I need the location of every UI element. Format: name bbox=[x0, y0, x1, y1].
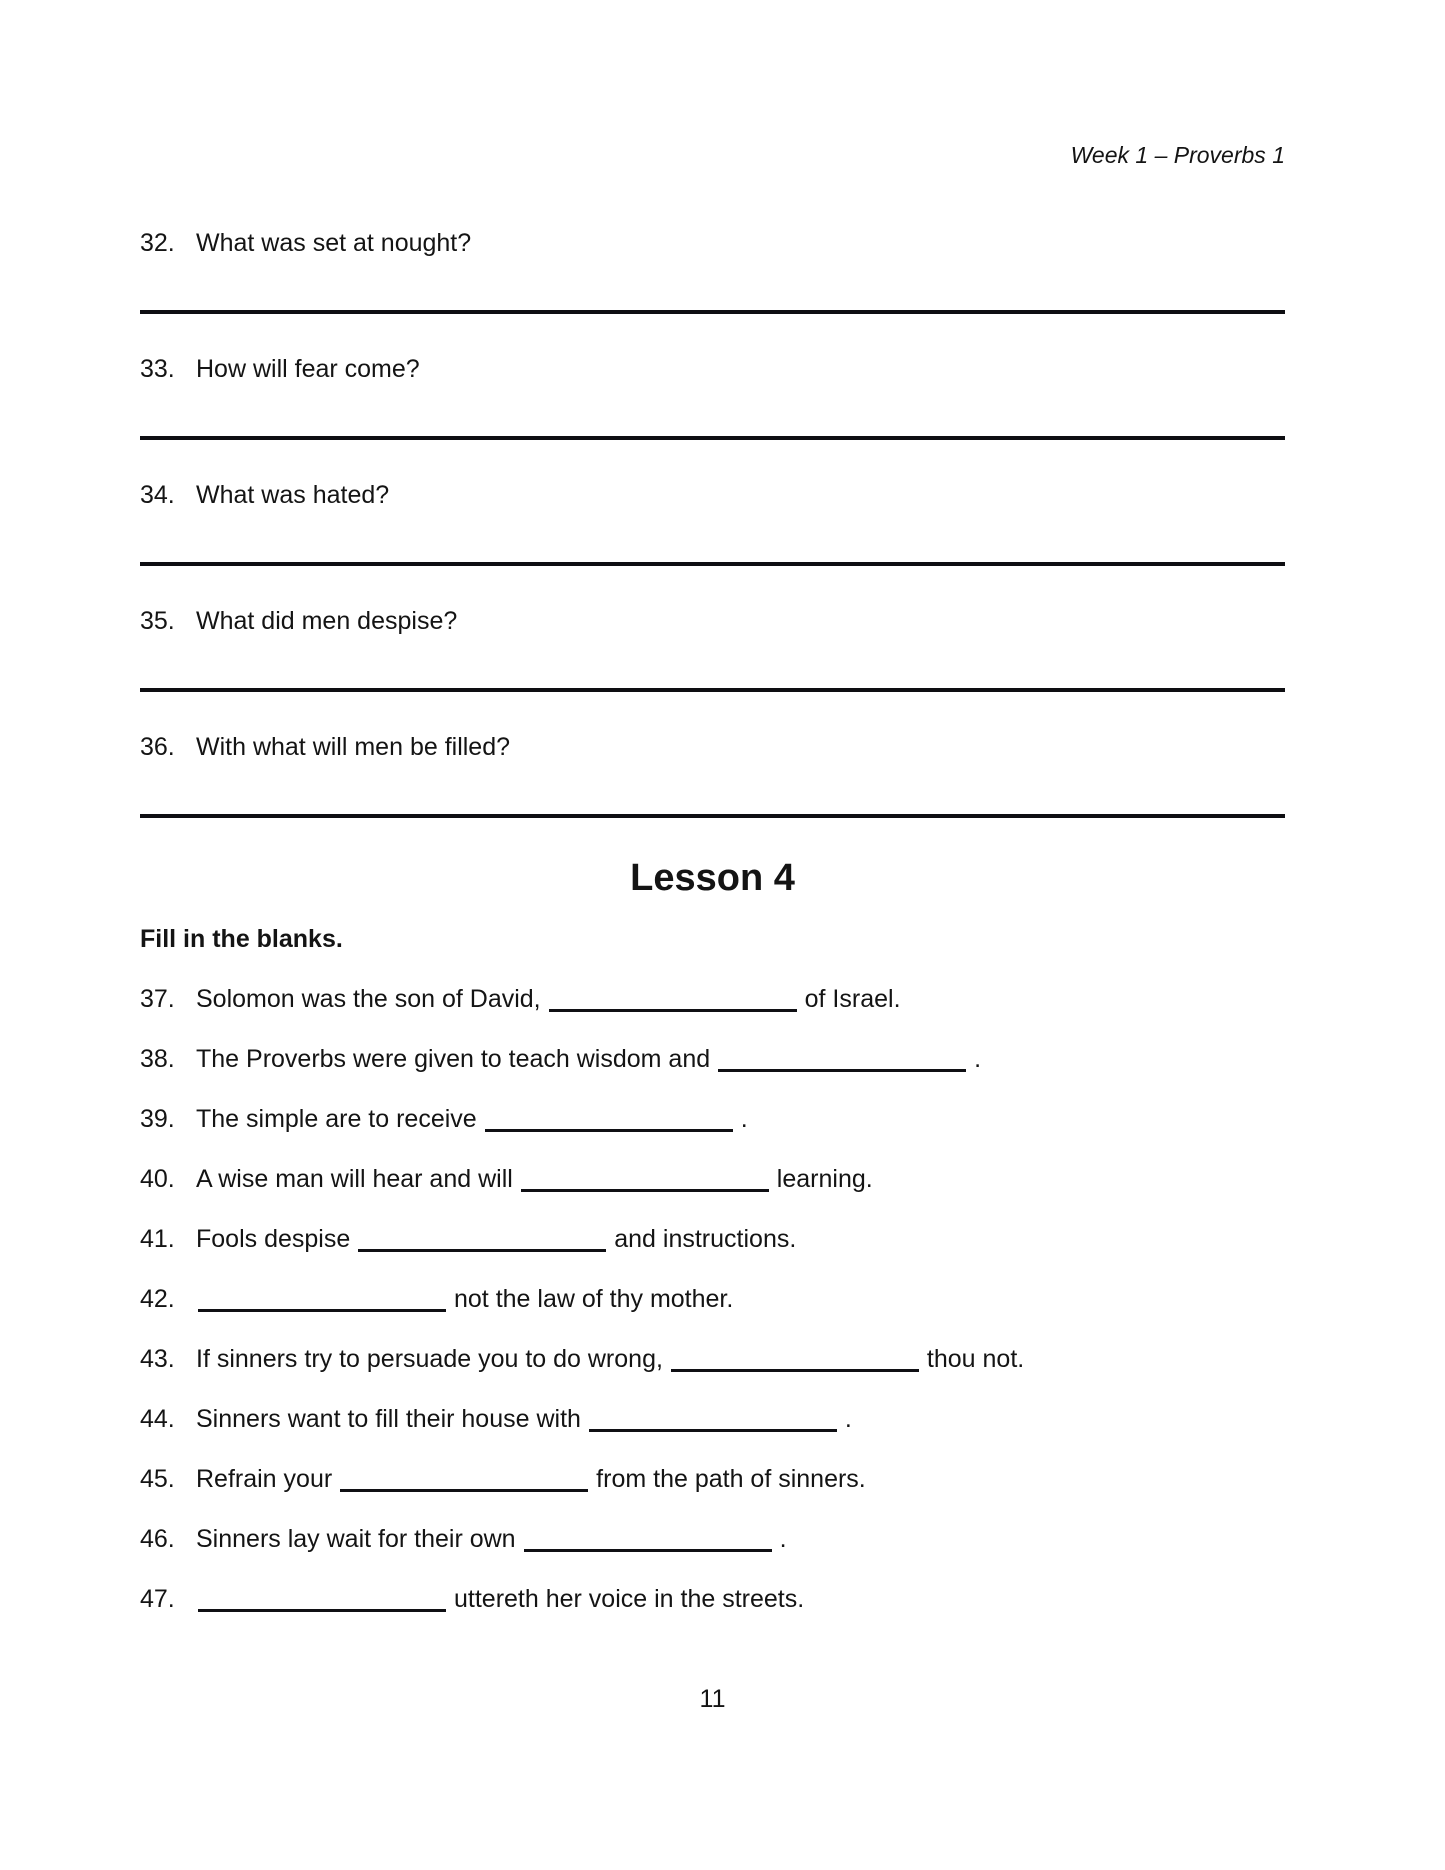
fill-blank bbox=[198, 1289, 446, 1312]
fill-text bbox=[196, 1404, 852, 1434]
question-item bbox=[140, 480, 1285, 566]
question-row bbox=[140, 480, 1285, 510]
question-number: 44. bbox=[140, 1405, 175, 1433]
fill-blank bbox=[671, 1349, 919, 1372]
fill-prefix: Fools despise bbox=[196, 1225, 351, 1253]
fill-in-instructions: Fill in the blanks. bbox=[140, 925, 343, 953]
fill-blank bbox=[485, 1109, 733, 1132]
question-text: What was set at nought? bbox=[196, 229, 472, 257]
question-text: How will fear come? bbox=[196, 355, 420, 383]
fill-item bbox=[140, 1104, 1285, 1134]
fill-prefix: Refrain your bbox=[196, 1465, 333, 1493]
fill-text bbox=[196, 1524, 787, 1554]
fill-item bbox=[140, 1284, 1285, 1314]
question-number: 45. bbox=[140, 1465, 175, 1493]
question-number: 47. bbox=[140, 1585, 175, 1613]
question-text: With what will men be filled? bbox=[196, 733, 511, 761]
fill-prefix: Sinners want to fill their house with bbox=[196, 1405, 581, 1433]
answer-line bbox=[140, 310, 1285, 314]
lesson-heading: Lesson 4 bbox=[630, 857, 795, 899]
question-number: 34. bbox=[140, 481, 175, 509]
fill-text bbox=[196, 1464, 866, 1494]
question-number: 35. bbox=[140, 607, 175, 635]
fill-prefix: Solomon was the son of David, bbox=[196, 985, 541, 1013]
fill-blank bbox=[589, 1409, 837, 1432]
question-row bbox=[140, 354, 1285, 384]
fill-item bbox=[140, 1224, 1285, 1254]
question-number: 42. bbox=[140, 1285, 175, 1313]
question-number: 37. bbox=[140, 985, 175, 1013]
fill-suffix: thou not. bbox=[926, 1345, 1025, 1373]
fill-suffix: uttereth her voice in the streets. bbox=[454, 1585, 805, 1613]
question-number: 39. bbox=[140, 1105, 175, 1133]
fill-text bbox=[196, 1284, 733, 1314]
fill-suffix: . bbox=[740, 1105, 748, 1133]
fill-text bbox=[196, 1344, 1024, 1374]
fill-blank bbox=[524, 1529, 772, 1552]
fill-blank bbox=[549, 989, 797, 1012]
question-item bbox=[140, 354, 1285, 440]
answer-line bbox=[140, 688, 1285, 692]
fill-suffix: and instructions. bbox=[614, 1225, 797, 1253]
fill-item bbox=[140, 1524, 1285, 1554]
fill-blank bbox=[198, 1589, 446, 1612]
question-number: 41. bbox=[140, 1225, 175, 1253]
fill-item bbox=[140, 1584, 1285, 1614]
fill-prefix: Sinners lay wait for their own bbox=[196, 1525, 516, 1553]
fill-item bbox=[140, 1164, 1285, 1194]
question-item bbox=[140, 228, 1285, 314]
fill-suffix: . bbox=[844, 1405, 852, 1433]
fill-suffix: learning. bbox=[776, 1165, 873, 1193]
qa-section bbox=[140, 228, 1285, 818]
answer-line bbox=[140, 562, 1285, 566]
fill-text bbox=[196, 1584, 804, 1614]
fill-text bbox=[196, 1224, 796, 1254]
fill-prefix: The Proverbs were given to teach wisdom and bbox=[196, 1045, 711, 1073]
fill-text bbox=[196, 984, 901, 1014]
answer-line bbox=[140, 814, 1285, 818]
question-number: 33. bbox=[140, 355, 175, 383]
fill-item bbox=[140, 984, 1285, 1014]
question-row bbox=[140, 228, 1285, 258]
fill-text bbox=[196, 1104, 748, 1134]
fill-suffix: . bbox=[779, 1525, 787, 1553]
question-number: 38. bbox=[140, 1045, 175, 1073]
question-number: 32. bbox=[140, 229, 175, 257]
fill-text bbox=[196, 1044, 981, 1074]
fill-prefix: The simple are to receive bbox=[196, 1105, 477, 1133]
fill-suffix: from the path of sinners. bbox=[596, 1465, 866, 1493]
fill-in-section bbox=[140, 984, 1285, 1614]
answer-line bbox=[140, 436, 1285, 440]
page-number: 11 bbox=[699, 1685, 726, 1713]
question-text: What did men despise? bbox=[196, 607, 458, 635]
fill-item bbox=[140, 1344, 1285, 1374]
fill-blank bbox=[718, 1049, 966, 1072]
question-number: 46. bbox=[140, 1525, 175, 1553]
fill-prefix: If sinners try to persuade you to do wrong, bbox=[196, 1345, 663, 1373]
fill-blank bbox=[340, 1469, 588, 1492]
fill-suffix: . bbox=[974, 1045, 982, 1073]
question-number: 43. bbox=[140, 1345, 175, 1373]
question-number: 36. bbox=[140, 733, 175, 761]
question-number: 40. bbox=[140, 1165, 175, 1193]
fill-suffix: not the law of thy mother. bbox=[454, 1285, 734, 1313]
fill-blank bbox=[521, 1169, 769, 1192]
question-text: What was hated? bbox=[196, 481, 390, 509]
fill-blank bbox=[358, 1229, 606, 1252]
fill-item bbox=[140, 1044, 1285, 1074]
question-item bbox=[140, 732, 1285, 818]
question-row bbox=[140, 606, 1285, 636]
question-item bbox=[140, 606, 1285, 692]
fill-suffix: of Israel. bbox=[804, 985, 901, 1013]
fill-item bbox=[140, 1404, 1285, 1434]
fill-text bbox=[196, 1164, 873, 1194]
question-row bbox=[140, 732, 1285, 762]
page-header: Week 1 – Proverbs 1 bbox=[1070, 142, 1285, 168]
fill-prefix: A wise man will hear and will bbox=[196, 1165, 513, 1193]
fill-item bbox=[140, 1464, 1285, 1494]
